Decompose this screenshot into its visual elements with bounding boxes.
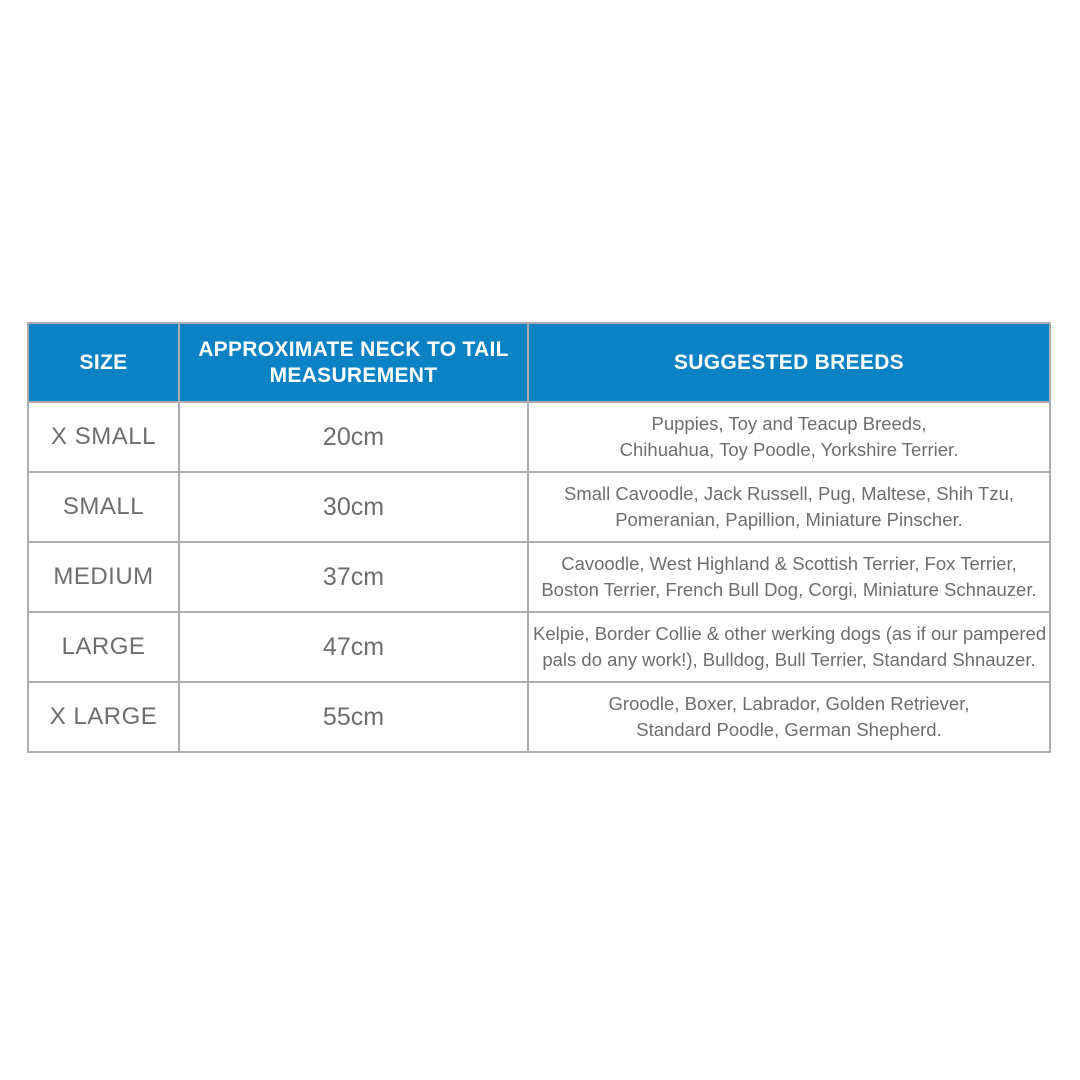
breeds-line-1: Small Cavoodle, Jack Russell, Pug, Maltese, Shih Tzu,: [563, 483, 1015, 505]
measurement-value: 47cm: [179, 612, 528, 682]
col-header-size: SIZE: [28, 323, 179, 402]
measurement-value: 20cm: [179, 402, 528, 472]
breeds-text: [528, 472, 1050, 542]
breeds-line-2: Pomeranian, Papillion, Miniature Pinscher.: [615, 509, 963, 530]
col-header-measurement: APPROXIMATE NECK TO TAIL MEASUREMENT: [179, 323, 528, 402]
breeds-line-1: Cavoodle, West Highland & Scottish Terrier, Fox Terrier,: [561, 553, 1017, 575]
measurement-value: 55cm: [179, 682, 528, 752]
breeds-line-1: Kelpie, Border Collie & other werking dogs (as if our pampered: [533, 623, 1047, 645]
breeds-line-2: Chihuahua, Toy Poodle, Yorkshire Terrier.: [619, 439, 959, 460]
size-chart-header: [28, 323, 1050, 402]
breeds-line-2: Standard Poodle, German Shepherd.: [636, 719, 942, 740]
breeds-text: [528, 682, 1050, 752]
table-row-xsmall: [28, 402, 1050, 472]
breeds-text: [528, 402, 1050, 472]
size-label: SMALL: [28, 472, 179, 542]
size-label: LARGE: [28, 612, 179, 682]
breeds-line-1: Groodle, Boxer, Labrador, Golden Retriever,: [608, 693, 970, 715]
col-header-breeds: SUGGESTED BREEDS: [528, 323, 1050, 402]
table-row-xlarge: [28, 682, 1050, 752]
breeds-text: [528, 542, 1050, 612]
size-label: MEDIUM: [28, 542, 179, 612]
breeds-line-1: Puppies, Toy and Teacup Breeds,: [651, 413, 927, 435]
size-label: X LARGE: [28, 682, 179, 752]
table-row-small: [28, 472, 1050, 542]
size-chart-body: [28, 402, 1050, 752]
breeds-line-2: Boston Terrier, French Bull Dog, Corgi, Miniature Schnauzer.: [541, 579, 1037, 600]
size-label: X SMALL: [28, 402, 179, 472]
table-row-large: [28, 612, 1050, 682]
measurement-value: 30cm: [179, 472, 528, 542]
table-row-medium: [28, 542, 1050, 612]
measurement-value: 37cm: [179, 542, 528, 612]
header-row: [28, 323, 1050, 402]
breeds-line-2: pals do any work!), Bulldog, Bull Terrier, Standard Shnauzer.: [542, 649, 1036, 670]
size-chart-table: [27, 322, 1051, 753]
breeds-text: [528, 612, 1050, 682]
